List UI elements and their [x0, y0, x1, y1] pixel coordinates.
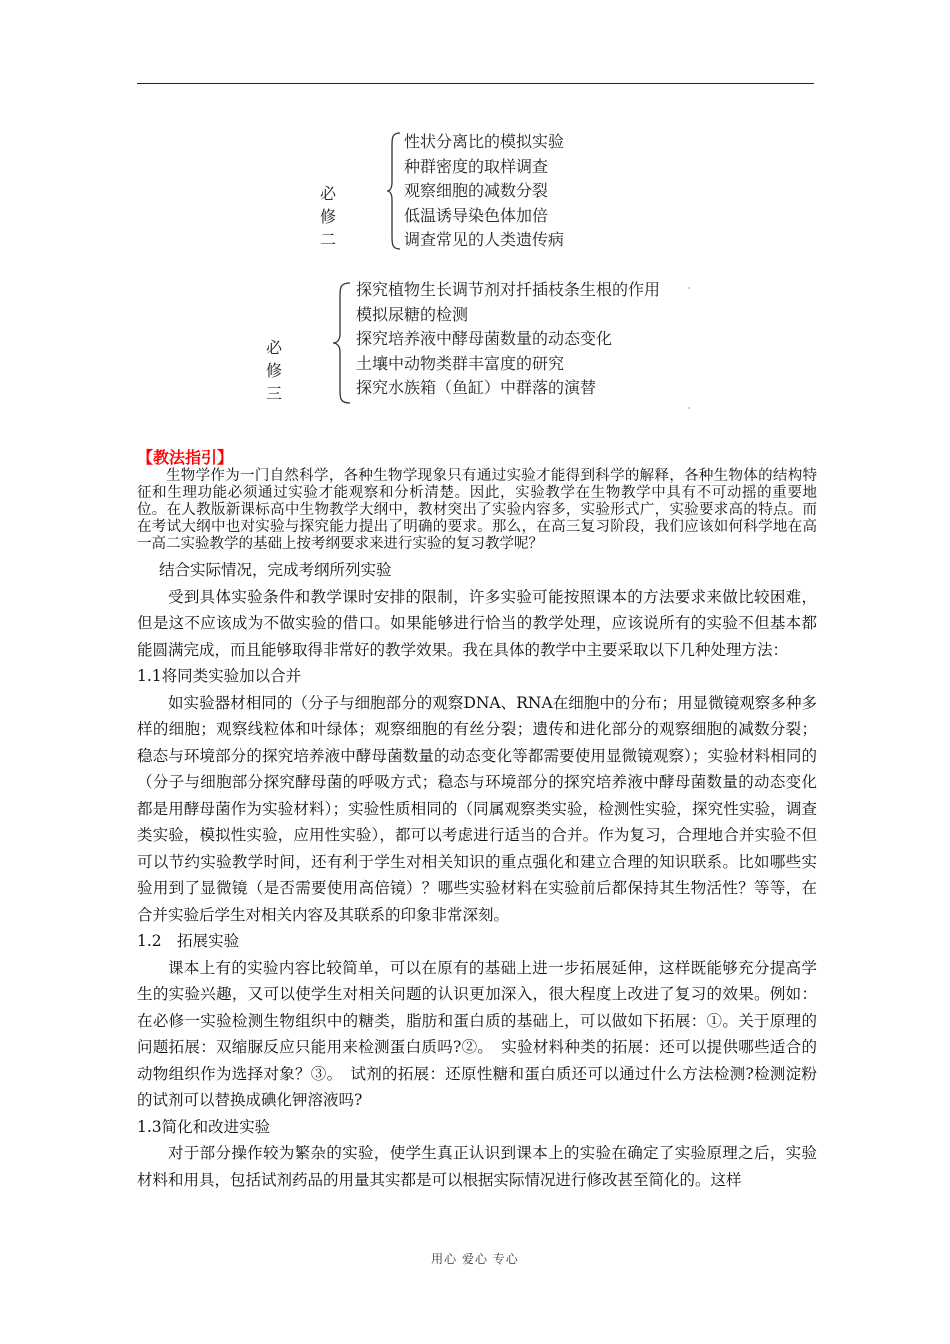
group-label: 必修二 — [320, 184, 337, 249]
intro-paragraph: 生物学作为一门自然科学，各种生物学现象只有通过实验才能得到科学的解释，各种生物体的结构特征和生理功能必须通过实验才能观察和分析清楚。因此，实验教学在生物教学中具有不可动摇的重要地位。在人教版新课标高中生物教学大纲中，教材突出了实验内容多，实验形式广，实验要求高的特点。而在考试大纲中也对实验与探究能力提出了明确的要求。那么，在高三复习阶段，我们应该如何科学地在高一高二实验教学的基础上按考纲要求来进行实验的复习教学呢？ — [137, 468, 817, 552]
paragraph: 受到具体实验条件和教学课时安排的限制，许多实验可能按照课本的方法要求来做比较困难，但是这不应该成为不做实验的借口。如果能够进行恰当的教学处理，应该说所有的实验不但基本都能圆满完成，而且能够取得非常好的教学效果。我在具体的教学中主要采取以下几种处理方法： — [137, 587, 817, 659]
list-item: 探究培养液中酵母菌数量的动态变化 — [356, 329, 613, 348]
list-item: 模拟尿糖的检测 — [356, 304, 469, 324]
scan-mark — [688, 287, 690, 289]
paragraph: 对于部分操作较为繁杂的实验，使学生真正认识到课本上的实验在确定了实验原理之后，实验材料和用具，包括试剂药品的用量其实都是可以根据实际情况进行修改甚至简化的。这样 — [137, 1144, 817, 1189]
header-rule — [137, 83, 814, 84]
left-brace-icon — [386, 132, 402, 250]
paragraph: 如实验器材相同的（分子与细胞部分的观察DNA、RNA在细胞中的分布；用显微镜观察多种多样的细胞；观察线粒体和叶绿体；观察细胞的有丝分裂；遗传和进化部分的观察细胞的减数分裂；稳态与环境部分的探究培养液中酵母菌数量的动态变化等都需要使用显微镜观察）；实验材料相同的（分子与细胞部分探究酵母菌的呼吸方式；稳态与环境部分的探究培养液中酵母菌数量的动态变化都是用酵母菌作为实验材料）；实验性质相同的（同属观察类实验，检测性实验，探究性实验，调查类实验，模拟性实验，应用性实验），都可以考虑进行适当的合并。作为复习，合理地合并实验不但可以节约实验教学时间，还有利于学生对相关知识的重点强化和建立合理的知识联系。比如哪些实验用到了显微镜（是否需要使用高倍镜）？哪些实验材料在实验前后都保持其生物活性？等等，在合并实验后学生对相关内容及其联系的印象非常深刻。 — [137, 693, 817, 924]
list-item: 观察细胞的减数分裂 — [404, 181, 549, 200]
list-item: 探究植物生长调节剂对扦插枝条生根的作用 — [356, 280, 661, 299]
list-item: 种群密度的取样调查 — [404, 156, 549, 176]
experiment-list — [404, 130, 564, 253]
list-item: 土壤中动物类群丰富度的研究 — [356, 353, 565, 373]
list-item: 探究水族箱（鱼缸）中群落的演替 — [356, 378, 597, 397]
page-footer: 用心 爱心 专心 — [431, 1252, 519, 1266]
list-item: 性状分离比的模拟实验 — [404, 132, 565, 151]
experiment-list — [356, 278, 660, 401]
left-brace-icon — [332, 282, 352, 404]
group-label: 必修三 — [266, 338, 283, 403]
main-content — [137, 448, 817, 1193]
paragraph: 课本上有的实验内容比较简单，可以在原有的基础上进一步拓展延伸，这样既能够充分提高学生的实验兴趣，又可以使学生对相关问题的认识更加深入，很大程度上改进了复习的效果。例如：在必修一实验检测生物组织中的糖类，脂肪和蛋白质的基础上，可以做如下拓展：①。关于原理的问题拓展：双缩脲反应只能用来检测蛋白质吗?②。 实验材料种类的拓展：还可以提供哪些适合的动物组织作为选择对象？③。 试剂的拓展：还原性糖和蛋白质还可以通过什么方法检测?检测淀粉的试剂可以替换成碘化钾溶液吗? — [137, 958, 817, 1109]
subheading-1-1: 1.1将同类实验加以合并 — [137, 667, 302, 685]
section-line: 结合实际情况，完成考纲所列实验 — [159, 561, 392, 579]
list-item: 低温诱导染色体加倍 — [404, 205, 549, 225]
list-item: 调查常见的人类遗传病 — [404, 230, 565, 249]
subheading-1-3: 1.3简化和改进实验 — [137, 1117, 271, 1136]
section-heading: 【教法指引】 — [137, 448, 234, 467]
subheading-1-2: 1.2 拓展实验 — [137, 932, 240, 950]
scan-mark — [688, 407, 690, 409]
